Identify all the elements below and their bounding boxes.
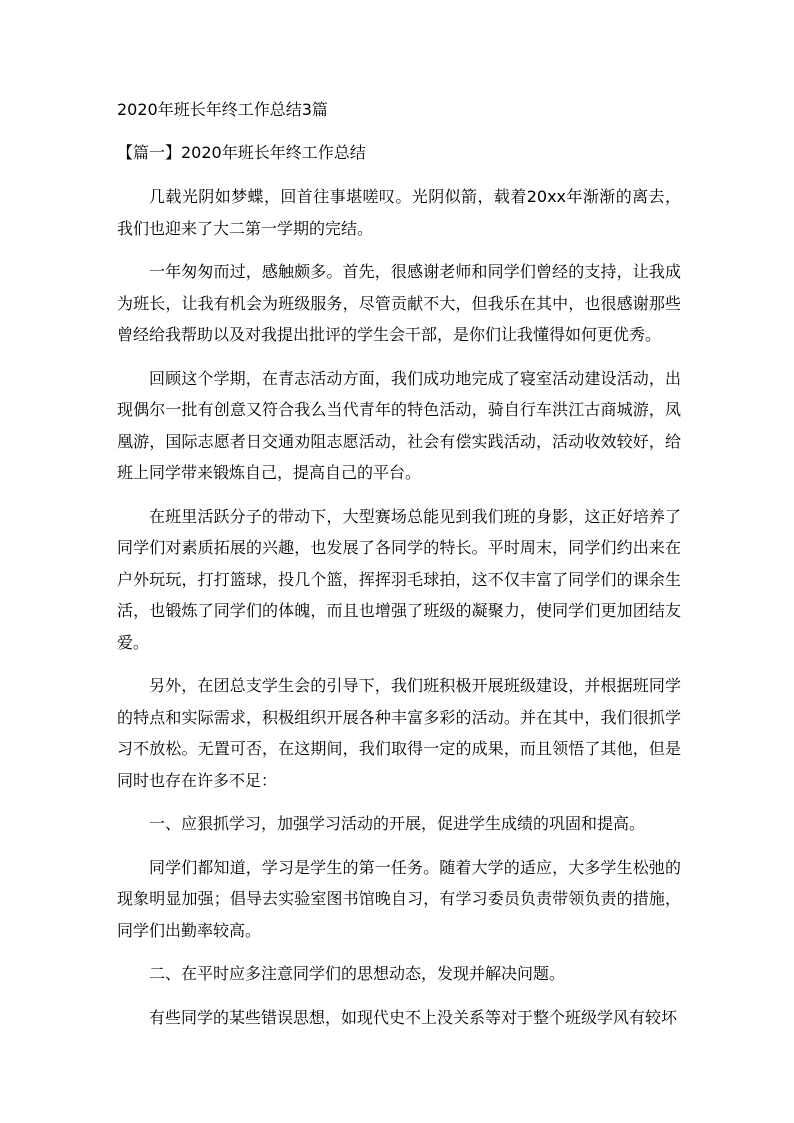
- paragraph-3: 回顾这个学期，在青志活动方面，我们成功地完成了寝室活动建设活动，出现偶尔一批有创意又符合我么当代青年的特色活动，骑自行车洪江古商城游，凤凰游，国际志愿者日交通劝阻志愿活动，社会有偿实践活动，活动收效较好，给班上同学带来锻炼自己，提高自己的平台。: [117, 368, 681, 482]
- paragraph-2: 一年匆匆而过，感触颇多。首先，很感谢老师和同学们曾经的支持，让我成为班长，让我有机会为班级服务，尽管贡献不大，但我乐在其中，也很感谢那些曾经给我帮助以及对我提出批评的学生会干部，是你们让我懂得如何更优秀。: [117, 262, 681, 344]
- document-body: [117, 96, 681, 1033]
- paragraph-4: 在班里活跃分子的带动下，大型赛场总能见到我们班的身影，这正好培养了同学们对素质拓展的兴趣，也发展了各同学的特长。平时周末，同学们约出来在户外玩玩，打打篮球，投几个篮，挥挥羽毛球拍，这不仅丰富了同学们的课余生活，也锻炼了同学们的体魄，而且也增强了班级的凝聚力，使同学们更加团结友爱。: [117, 506, 681, 652]
- paragraph-7: 同学们都知道，学习是学生的第一任务。随着大学的适应，大多学生松弛的现象明显加强；倡导去实验室图书馆晚自习，有学习委员负责带领负责的措施，同学们出勤率较高。: [117, 857, 681, 940]
- paragraph-8: 二、在平时应多注意同学们的思想动态，发现并解决问题。: [149, 964, 566, 983]
- paragraph-9: 有些同学的某些错误思想，如现代史不上没关系等对于整个班级学风有较坏: [149, 1007, 678, 1027]
- paragraph-6: 一、应狠抓学习，加强学习活动的开展，促进学生成绩的巩固和提高。: [149, 814, 646, 833]
- paragraph-1: 几载光阴如梦蝶，回首往事堪嗟叹。光阴似箭，载着20xx年渐渐的离去，我们也迎来了大二第一学期的完结。: [117, 187, 681, 238]
- section-heading: 【篇一】2020年班长年终工作总结: [117, 143, 366, 162]
- paragraph-5: 另外，在团总支学生会的引导下，我们班积极开展班级建设，并根据班同学的特点和实际需求，积极组织开展各种丰富多彩的活动。并在其中，我们很抓学习不放松。无置可否，在这期间，我们取得一定的成果，而且领悟了其他，但是同时也存在许多不足：: [117, 676, 681, 790]
- document-title: 2020年班长年终工作总结3篇: [117, 100, 328, 119]
